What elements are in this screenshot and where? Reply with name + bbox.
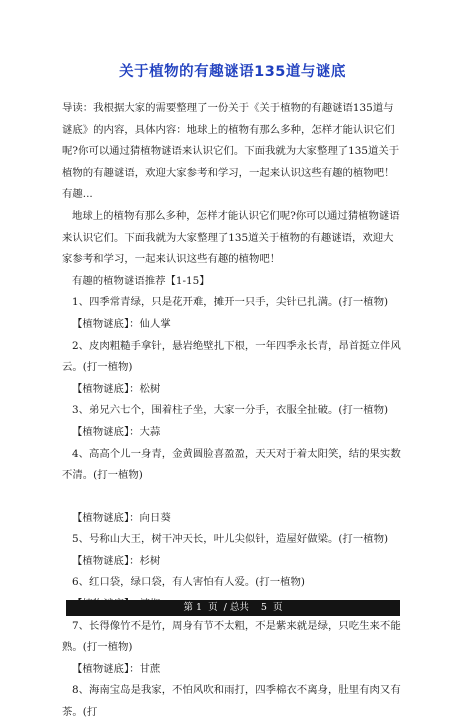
riddle-answer: 【植物谜底】：杉树	[72, 554, 161, 567]
riddle-question: 8、海南宝岛是我家，不怕风吹和雨打，四季棉衣不离身，肚里有肉又有茶。(打	[62, 684, 401, 719]
document-title: 关于植物的有趣谜语135道与谜底	[119, 64, 346, 80]
riddle-question: 4、高高个儿一身青，金黄圆脸喜盈盈，天天对于着太阳笑，结的果实数不清。(打一植物)	[62, 447, 401, 482]
riddle-answer: 【植物谜底】：大蒜	[72, 425, 161, 438]
riddle-answer: 【植物谜底】：向日葵	[72, 511, 171, 524]
riddle-question: 3、弟兄六七个，围着柱子坐，大家一分手，衣服全扯破。(打一植物)	[72, 404, 389, 417]
section-heading: 有趣的植物谜语推荐【1-15】	[72, 274, 210, 287]
riddle-answer: 【植物谜底】：仙人掌	[72, 317, 171, 330]
page-footer: 第 1 页 / 总共 5 页	[66, 600, 400, 616]
spacer	[62, 487, 402, 508]
intro-paragraph: 导读：我根据大家的需要整理了一份关于《关于植物的有趣谜语135道与谜底》的内容，具体内容：地球上的植物有那么多种，怎样才能认识它们呢?你可以通过猜植物谜语来认识它们。下面我就为大家整理了135道关于植物的有趣谜语，欢迎大家参考和学习，一起来认识这些有趣的植物吧！有趣...	[62, 102, 400, 201]
riddle-question: 2、皮肉粗糙手拿针，悬岩绝壁扎下根，一年四季永长青，昂首挺立伴风云。(打一植物)	[62, 339, 401, 374]
riddle-question: 6、红口袋，绿口袋，有人害怕有人爱。(打一植物)	[72, 576, 305, 589]
riddle-answer: 【植物谜底】：松树	[72, 382, 161, 395]
body-paragraph: 地球上的植物有那么多种，怎样才能认识它们呢?你可以通过猜植物谜语来认识它们。下面我就为大家整理了135道关于植物的有趣谜语，欢迎大家参考和学习，一起来认识这些有趣的植物吧！	[62, 209, 400, 266]
riddle-question: 7、长得像竹不是竹，周身有节不太粗，不是紫来就是绿，只吃生来不能熟。(打一植物)	[62, 619, 401, 654]
riddle-question: 1、四季常青绿，只是花开难，摊开一只手，尖针已扎满。(打一植物)	[72, 296, 389, 309]
riddle-question: 5、号称山大王，树干冲天长，叶儿尖似针，造屋好做梁。(打一植物)	[72, 533, 389, 546]
riddle-answer: 【植物谜底】：甘蔗	[72, 662, 161, 675]
document-body	[62, 98, 402, 724]
